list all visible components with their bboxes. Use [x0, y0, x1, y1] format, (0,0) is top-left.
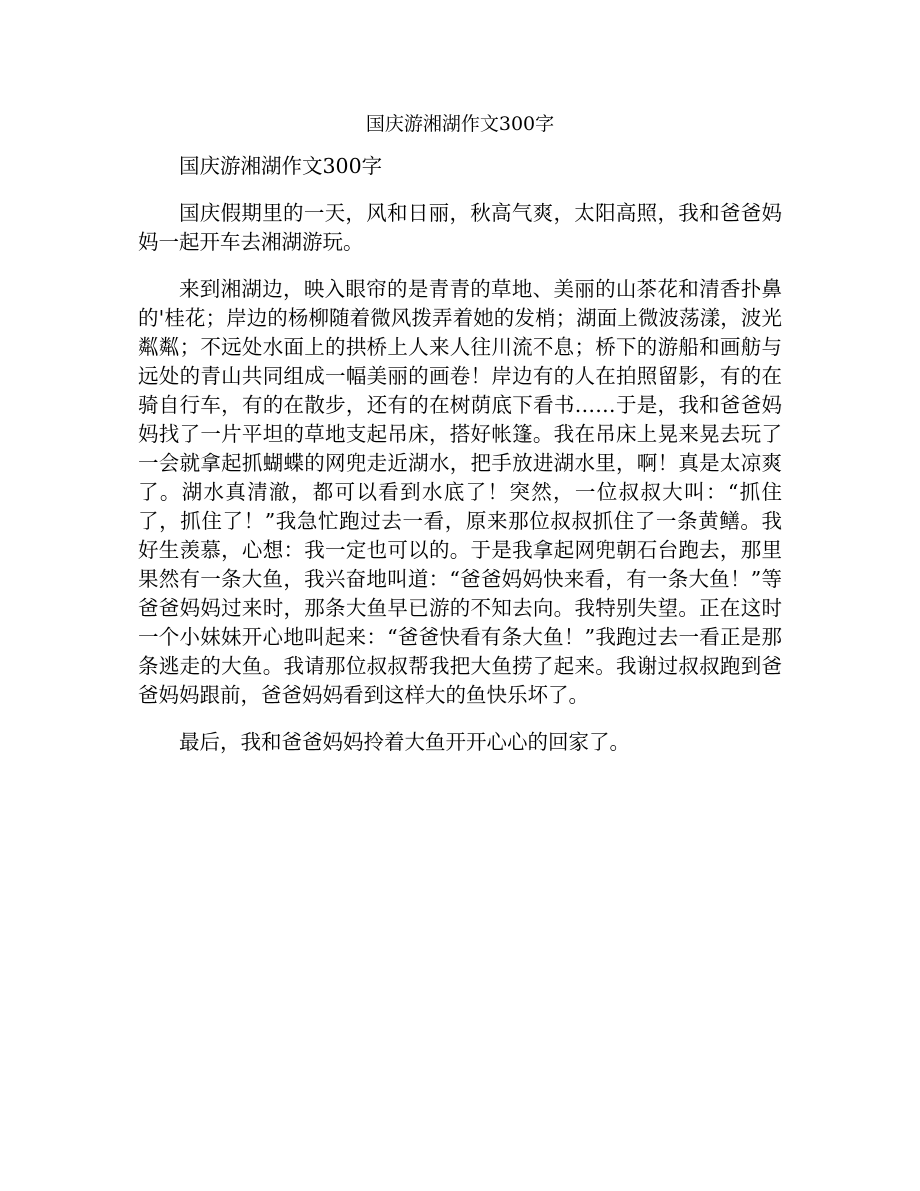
- paragraph-ending: 最后，我和爸爸妈妈拎着大鱼开开心心的回家了。: [179, 730, 630, 754]
- paragraph-intro: 国庆假期里的一天，风和日丽，秋高气爽，太阳高照，我和爸爸妈妈一起开车去湘湖游玩。: [138, 201, 782, 254]
- document-body: [138, 152, 782, 775]
- paragraph-main: 来到湘湖边，映入眼帘的是青青的草地、美丽的山茶花和清香扑鼻的'桂花；岸边的杨柳随着微风拨弄着她的发梢；湖面上微波荡漾，波光粼粼；不远处水面上的拱桥上人来人往川流不息；桥下的游船和画舫与远处的青山共同组成一幅美丽的画卷！岸边有的人在拍照留影，有的在骑自行车，有的在散步，还有的在树荫底下看书……于是，我和爸爸妈妈找了一片平坦的草地支起吊床，搭好帐篷。我在吊床上晃来晃去玩了一会就拿起抓蝴蝶的网兜走近湖水，把手放进湖水里，啊！真是太凉爽了。湖水真清澈，都可以看到水底了！突然，一位叔叔大叫：“抓住了，抓住了！”我急忙跑过去一看，原来那位叔叔抓住了一条黄鳝。我好生羡慕，心想：我一定也可以的。于是我拿起网兜朝石台跑去，那里果然有一条大鱼，我兴奋地叫道：“爸爸妈妈快来看，有一条大鱼！”等爸爸妈妈过来时，那条大鱼早已游的不知去向。我特别失望。正在这时一个小妹妹开心地叫起来：“爸爸快看有条大鱼！”我跑过去一看正是那条逃走的大鱼。我请那位叔叔帮我把大鱼捞了起来。我谢过叔叔跑到爸爸妈妈跟前，爸爸妈妈看到这样大的鱼快乐坏了。: [138, 277, 782, 707]
- document-subtitle: 国庆游湘湖作文300字: [179, 154, 383, 178]
- document-title: 国庆游湘湖作文300字: [365, 113, 555, 135]
